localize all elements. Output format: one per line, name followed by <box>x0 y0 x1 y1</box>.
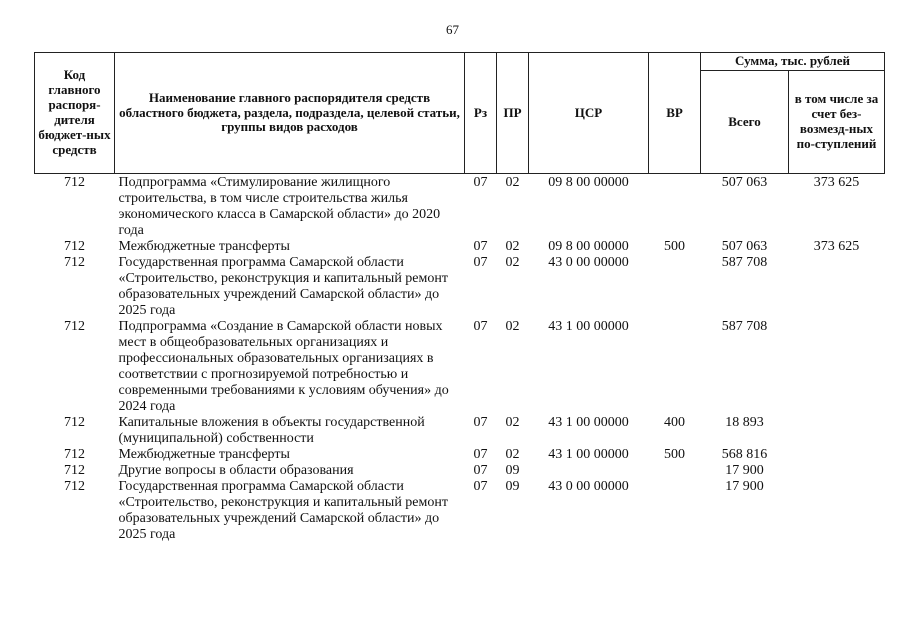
table-header <box>35 53 885 174</box>
header-rz: Рз <box>465 53 497 174</box>
cell-rz: 07 <box>473 479 488 494</box>
cell-rz: 07 <box>473 415 488 430</box>
cell-name: Подпрограмма «Стимулирование жилищного строительства, в том числе строительства жилья экономического класса в Самарской области» до 2020 года <box>118 175 441 238</box>
table-row <box>35 415 885 447</box>
cell-rz: 07 <box>473 447 488 462</box>
table-row <box>35 174 885 240</box>
cell-free <box>789 447 885 463</box>
cell-total: 568 816 <box>721 447 768 462</box>
cell-rz: 07 <box>473 255 488 270</box>
cell-name: Подпрограмма «Создание в Самарской области новых мест в общеобразовательных организациях и профессиональных образовательных организациях в соответствии с прогнозируемой потребностью и современными требованиями к условиям обучения» до 2024 года <box>118 319 449 414</box>
cell-vr: 500 <box>664 447 685 462</box>
cell-rz: 07 <box>473 175 488 190</box>
cell-total: 587 708 <box>721 255 768 270</box>
cell-pr: 09 <box>505 479 520 494</box>
cell-pr: 02 <box>505 415 520 430</box>
cell-free <box>789 479 885 543</box>
cell-csr: 09 8 00 00000 <box>548 239 629 254</box>
cell-free <box>789 255 885 319</box>
cell-free: 373 625 <box>813 175 860 190</box>
table-row <box>35 239 885 255</box>
budget-table <box>34 52 885 543</box>
cell-code: 712 <box>64 319 85 334</box>
cell-total: 507 063 <box>721 175 768 190</box>
cell-total: 17 900 <box>725 463 764 478</box>
cell-csr: 43 1 00 00000 <box>548 319 629 334</box>
cell-rz: 07 <box>473 319 488 334</box>
cell-csr: 43 0 00 00000 <box>548 255 629 270</box>
cell-rz: 07 <box>473 239 488 254</box>
cell-vr: 500 <box>664 239 685 254</box>
cell-csr: 43 1 00 00000 <box>548 447 629 462</box>
header-total: Всего <box>701 71 789 174</box>
cell-name: Межбюджетные трансферты <box>118 447 290 462</box>
header-name: Наименование главного распорядителя средств областного бюджета, раздела, подраздела, целевой статьи, группы видов расходов <box>115 53 465 174</box>
header-pr: ПР <box>497 53 529 174</box>
cell-rz: 07 <box>473 463 488 478</box>
cell-code: 712 <box>64 175 85 190</box>
cell-pr: 02 <box>505 447 520 462</box>
cell-name: Государственная программа Самарской области «Строительство, реконструкция и капитальный ремонт образовательных учреждений Самарской области» до 2025 года <box>118 255 448 318</box>
table-row <box>35 319 885 415</box>
cell-vr <box>649 319 701 415</box>
cell-name: Межбюджетные трансферты <box>118 239 290 254</box>
cell-vr <box>649 479 701 543</box>
header-vr: ВР <box>649 53 701 174</box>
page-number: 67 <box>446 22 459 37</box>
cell-vr <box>649 174 701 240</box>
cell-csr: 43 1 00 00000 <box>548 415 629 430</box>
cell-pr: 02 <box>505 319 520 334</box>
table-row <box>35 463 885 479</box>
cell-free <box>789 415 885 447</box>
cell-name: Государственная программа Самарской области «Строительство, реконструкция и капитальный ремонт образовательных учреждений Самарской области» до 2025 года <box>118 479 448 542</box>
cell-pr: 02 <box>505 175 520 190</box>
cell-name: Другие вопросы в области образования <box>118 463 354 478</box>
cell-total: 587 708 <box>721 319 768 334</box>
cell-pr: 02 <box>505 239 520 254</box>
cell-code: 712 <box>64 447 85 462</box>
cell-total: 18 893 <box>725 415 764 430</box>
cell-code: 712 <box>64 239 85 254</box>
cell-pr: 09 <box>505 463 520 478</box>
cell-code: 712 <box>64 255 85 270</box>
table-row <box>35 447 885 463</box>
header-sum: Сумма, тыс. рублей <box>701 53 885 71</box>
cell-pr: 02 <box>505 255 520 270</box>
cell-free <box>789 319 885 415</box>
header-free: в том числе за счет без-возмезд-ных по-ступлений <box>789 71 885 174</box>
cell-csr: 09 8 00 00000 <box>548 175 629 190</box>
cell-code: 712 <box>64 479 85 494</box>
cell-code: 712 <box>64 463 85 478</box>
table-row <box>35 479 885 543</box>
header-csr: ЦСР <box>529 53 649 174</box>
cell-total: 507 063 <box>721 239 768 254</box>
table-row <box>35 255 885 319</box>
cell-vr <box>649 255 701 319</box>
cell-vr <box>649 463 701 479</box>
cell-free: 373 625 <box>813 239 860 254</box>
header-code: Код главного распоря-дителя бюджет-ных средств <box>35 53 115 174</box>
cell-csr: 43 0 00 00000 <box>548 479 629 494</box>
table-body <box>35 174 885 544</box>
cell-total: 17 900 <box>725 479 764 494</box>
cell-csr <box>529 463 649 479</box>
cell-name: Капитальные вложения в объекты государственной (муниципальной) собственности <box>118 415 425 446</box>
cell-vr: 400 <box>664 415 685 430</box>
cell-free <box>789 463 885 479</box>
cell-code: 712 <box>64 415 85 430</box>
